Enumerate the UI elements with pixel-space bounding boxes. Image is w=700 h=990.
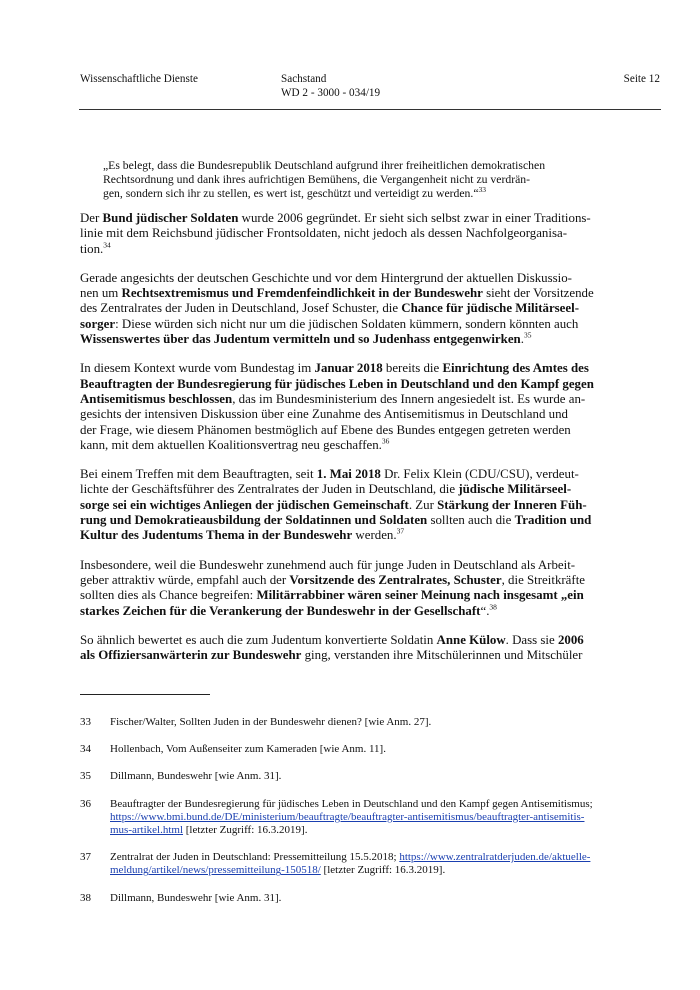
block-quote xyxy=(103,159,663,201)
text-run: der Frage, wie diesem Phänomen bestmöglich auf Ebene des Bundes entgegen getreten werden xyxy=(80,422,571,437)
footnote-ref[interactable]: 37 xyxy=(396,527,405,537)
text-run: Dillmann, Bundeswehr [wie Anm. 31]. xyxy=(110,770,282,783)
text-run: lichte der Geschäftsführer des Zentralrates der Juden in Deutschland, die xyxy=(80,482,459,497)
text-line xyxy=(80,211,661,226)
text-line xyxy=(110,864,661,877)
footnote-number: 35 xyxy=(80,770,91,783)
text-line xyxy=(110,798,661,811)
text-run: . xyxy=(520,332,524,347)
text-line xyxy=(110,716,661,729)
bold-text: sorger xyxy=(80,316,116,331)
text-line xyxy=(110,892,661,905)
text-run: Insbesondere, weil die Bundeswehr zunehmend auch für junge Juden in Deutschland als Arbeit- xyxy=(80,557,576,572)
text-run: ging, verstanden ihre Mitschülerinnen und Mitschüler xyxy=(301,648,583,663)
text-line xyxy=(80,513,661,528)
footnote xyxy=(80,892,661,905)
header-institution: Wissenschaftliche Dienste xyxy=(80,73,198,85)
text-run: tion. xyxy=(80,241,104,256)
text-line xyxy=(80,573,661,588)
url-link[interactable]: https://www.zentralratderjuden.de/aktuelle- xyxy=(399,851,591,864)
bold-text: Einrichtung des Amtes des xyxy=(442,361,589,376)
header-document-info xyxy=(281,73,380,100)
footnotes xyxy=(80,716,661,919)
text-line xyxy=(80,242,661,257)
text-line xyxy=(80,407,661,422)
footnote-number: 36 xyxy=(80,797,91,810)
text-run: [letzter Zugriff: 16.3.2019]. xyxy=(183,824,308,837)
url-link[interactable]: mus-artikel.html xyxy=(110,824,184,837)
text-run: werden. xyxy=(352,528,397,543)
footnote-divider xyxy=(80,694,210,695)
text-run: wurde 2006 gegründet. Er sieht sich selbst zwar in einer Traditions- xyxy=(238,211,591,225)
text-line xyxy=(110,851,661,864)
text-run: sieht der Vorsitzende xyxy=(482,286,594,301)
bold-text: als Offiziersanwärterin zur Bundeswehr xyxy=(80,648,302,663)
footnote-text xyxy=(110,770,661,783)
text-run: des Zentralrates der Juden in Deutschland, Josef Schuster, die xyxy=(80,301,402,316)
footnote xyxy=(80,743,661,756)
bold-text: Chance für jüdische Militärseel- xyxy=(401,301,579,316)
text-run: sollten dies als Chance begreifen: xyxy=(80,588,257,603)
text-line xyxy=(110,811,661,824)
paragraph xyxy=(80,558,661,619)
text-line xyxy=(80,528,661,543)
quote-line xyxy=(103,187,663,201)
text-line xyxy=(80,271,661,286)
footnote-ref[interactable]: 36 xyxy=(381,436,390,446)
bold-text: jüdische Militärseel- xyxy=(458,482,572,497)
paragraph xyxy=(80,467,661,543)
text-line xyxy=(80,438,661,453)
text-run: linie mit dem Reichsbund jüdischer Frontsoldaten, nicht jedoch als dessen Nachfolgeorganisa- xyxy=(80,226,567,241)
text-line xyxy=(80,361,661,376)
text-line xyxy=(80,226,661,241)
text-line xyxy=(110,824,661,837)
footnote-ref[interactable]: 34 xyxy=(103,240,111,250)
bold-text: Stärkung der Inneren Füh- xyxy=(437,497,587,512)
text-run: Fischer/Walter, Sollten Juden in der Bundeswehr dienen? [wie Anm. 27]. xyxy=(110,716,432,728)
bold-text: Antisemitismus beschlossen xyxy=(80,391,233,406)
footnote-number: 37 xyxy=(80,851,91,864)
bold-text: Wissenswertes über das Judentum vermitteln und so Judenhass entgegenwirken xyxy=(80,332,521,347)
text-run: , die Streitkräfte xyxy=(501,572,585,587)
bold-text: Anne Külow xyxy=(436,632,506,647)
quote-line: Rechtsordnung und dank ihres aufrichtigen Bemühens, die Vergangenheit nicht zu verdrän- xyxy=(103,173,531,186)
bold-text: Januar 2018 xyxy=(314,361,383,376)
main-text xyxy=(80,159,661,677)
text-run: : Diese würden sich nicht nur um die jüdischen Soldaten kümmern, sondern könnten auch xyxy=(115,316,579,331)
text-run: , das im Bundesministerium des Innern angesiedelt ist. Es wurde an- xyxy=(232,391,586,406)
text-line xyxy=(80,604,661,619)
footnote-ref[interactable]: 38 xyxy=(489,602,497,612)
footnote-text xyxy=(110,716,661,729)
quote-line: „Es belegt, dass die Bundesrepublik Deutschland aufgrund ihrer freiheitlichen demokratischen xyxy=(103,159,546,172)
bold-text: Beauftragten der Bundesregierung für jüdisches Leben in Deutschland und den Kampf gegen xyxy=(80,376,594,391)
text-line xyxy=(80,467,661,482)
text-line xyxy=(80,648,661,663)
bold-text: Tradition und xyxy=(514,513,592,528)
text-line xyxy=(80,301,661,316)
footnote-text xyxy=(110,851,661,877)
text-run: . Zur xyxy=(408,497,438,512)
text-line xyxy=(80,558,661,573)
text-run: kann, mit dem aktuellen Koalitionsvertrag neu geschaffen. xyxy=(80,437,382,452)
url-link[interactable]: https://www.bmi.bund.de/DE/ministerium/beauftragte/beauftragter-antisemitismus/beauftragter-antisemitis- xyxy=(110,810,585,823)
bold-text: Vorsitzende des Zentralrates, Schuster xyxy=(289,572,502,587)
header-divider xyxy=(79,109,661,110)
bold-text: rung und Demokratieausbildung der Soldatinnen und Soldaten xyxy=(80,513,428,528)
text-line xyxy=(80,286,661,301)
footnote-ref[interactable]: 35 xyxy=(523,330,532,340)
header-doc-id: WD 2 - 3000 - 034/19 xyxy=(281,86,381,99)
bold-text: sorge sei ein wichtiges Anliegen der jüdischen Gemeinschaft xyxy=(80,497,409,512)
text-line xyxy=(80,588,661,603)
footnote xyxy=(80,770,661,783)
bold-text: starkes Zeichen für die Verankerung der Bundeswehr in der Gesellschaft xyxy=(80,603,481,618)
footnote-text xyxy=(110,743,661,756)
url-link[interactable]: meldung/artikel/news/pressemitteilung-150518/ xyxy=(110,864,321,877)
text-line xyxy=(110,743,661,756)
text-run: Bei einem Treffen mit dem Beauftragten, seit xyxy=(80,467,317,482)
bold-text: 2006 xyxy=(557,632,584,647)
footnote xyxy=(80,798,661,838)
text-line xyxy=(80,633,661,648)
text-run: Dr. Felix Klein (CDU/CSU), verdeut- xyxy=(380,467,579,482)
text-line xyxy=(110,770,661,783)
quote-text: gen, sondern sich ihr zu stellen, es wert ist, geschützt und verteidigt zu werden.“ xyxy=(103,187,479,200)
footnote-text xyxy=(110,798,661,838)
text-run: gesichts der intensiven Diskussion über eine Zunahme des Antisemitismus in Deutschland und xyxy=(80,407,568,422)
paragraph xyxy=(80,361,661,453)
header-doc-type: Sachstand xyxy=(281,73,327,85)
text-run: Beauftragter der Bundesregierung für jüdisches Leben in Deutschland und den Kampf gegen Antisemitismus; xyxy=(110,797,593,810)
bold-text: Kultur des Judentums Thema in der Bundeswehr xyxy=(80,528,353,543)
paragraph xyxy=(80,271,661,347)
text-run: bereits die xyxy=(382,361,443,376)
text-run: Dillmann, Bundeswehr [wie Anm. 31]. xyxy=(110,891,282,904)
footnote-number: 33 xyxy=(80,716,91,728)
text-run: nen um xyxy=(80,286,122,301)
text-run: So ähnlich bewertet es auch die zum Judentum konvertierte Soldatin xyxy=(80,632,437,647)
text-line xyxy=(80,392,661,407)
footnote-text xyxy=(110,892,661,905)
bold-text: Militärrabbiner wären seiner Meinung nach insgesamt „ein xyxy=(256,588,584,603)
paragraph xyxy=(80,633,661,664)
footnote-number: 34 xyxy=(80,743,91,756)
text-run: . Dass sie xyxy=(505,632,558,647)
footnote-ref[interactable]: 33 xyxy=(478,185,487,195)
text-run: [letzter Zugriff: 16.3.2019]. xyxy=(320,864,446,877)
text-run: sollten auch die xyxy=(427,513,515,528)
bold-text: 1. Mai 2018 xyxy=(316,467,381,482)
bold-text: Rechtsextremismus und Fremdenfeindlichkeit in der Bundeswehr xyxy=(121,286,483,301)
paragraph xyxy=(80,211,661,257)
header-page-number: Seite 12 xyxy=(623,73,660,85)
text-run: Der xyxy=(80,211,103,225)
text-run: Gerade angesichts der deutschen Geschichte und vor dem Hintergrund der aktuellen Diskussio- xyxy=(80,270,572,285)
footnote-number: 38 xyxy=(80,891,91,904)
text-run: “. xyxy=(480,603,490,618)
text-line xyxy=(80,498,661,513)
text-line xyxy=(80,317,661,332)
text-run: Hollenbach, Vom Außenseiter zum Kameraden [wie Anm. 11]. xyxy=(110,743,386,756)
paragraphs xyxy=(80,211,661,663)
text-line xyxy=(80,377,661,392)
text-run: In diesem Kontext wurde vom Bundestag im xyxy=(80,361,315,376)
text-line xyxy=(80,332,661,347)
footnote xyxy=(80,851,661,877)
bold-text: Bund jüdischer Soldaten xyxy=(102,211,239,225)
text-run: geber attraktiv würde, empfahl auch der xyxy=(80,572,290,587)
text-line xyxy=(80,423,661,438)
text-run: Zentralrat der Juden in Deutschland: Pressemitteilung 15.5.2018; xyxy=(110,851,400,864)
text-line xyxy=(80,482,661,497)
footnote xyxy=(80,716,661,729)
